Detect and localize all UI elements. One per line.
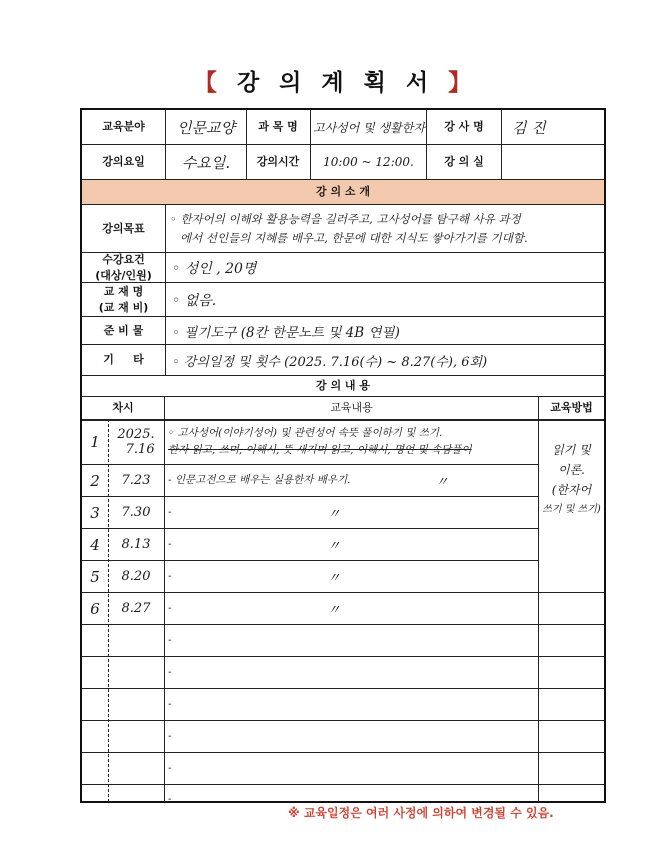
session-number [84,657,106,688]
session-content-line-1: - [168,698,172,710]
session-content [168,420,536,464]
method-column-header: 교육방법 [550,401,593,414]
session-content-line-1: - [168,762,172,774]
session-content-line-2: 한자 읽고, 쓰며, 이해시, 뜻 새기며 읽고, 이해시, 명언 및 속담풀이 [168,444,472,456]
session-number: 3 [90,503,100,522]
session-content-line-1: - 인문고전으로 배우는 실용한자 배우기. [168,474,351,486]
session-date [110,625,162,656]
ditto-mark: 〃 [327,507,341,522]
title-bracket-open: 【 [193,70,223,96]
session-column-header: 차시 [112,401,134,414]
session-date [110,721,162,752]
grid-line [82,316,604,317]
session-content-line-1: - [168,666,172,678]
grid-line [82,344,604,345]
session-date [110,785,162,814]
grid-line [164,396,165,802]
session-content [168,561,536,592]
ditto-mark: 〃 [327,603,341,618]
session-date: 8.13 [121,537,151,552]
day-label: 강의요일 [102,155,145,168]
session-number: 4 [90,535,100,554]
content-section-title: 강 의 내 용 [316,379,370,392]
field-label: 교육분야 [102,120,145,133]
textbook-label-line-2: (교 재 비) [98,300,149,314]
session-date: 2025. 7.16 [117,427,155,457]
session-content-line-1: ◦ 고사성어(이야기성어) 및 관련성어 속뜻 풀이하기 및 쓰기. [168,427,443,439]
textbook-label [82,283,165,316]
grid-line [426,110,427,179]
grid-line [82,252,604,253]
method-line-1: 읽기 및 [552,443,591,457]
session-number [84,721,106,752]
page-title [0,64,671,97]
ditto-mark: 〃 [435,475,449,490]
instructor-label: 강 사 명 [444,120,484,133]
requirement-label [82,253,165,282]
course-value: 고사성어 및 생활한자 [313,120,425,135]
grid-line [538,396,539,802]
requirement-label-line-2: (대상/인원) [95,268,152,282]
field-value: 인문교양 [177,118,235,137]
content-column-header: 교육내용 [330,401,373,414]
session-content [168,465,536,496]
grid-line [165,204,166,375]
etc-value: ◦ 강의일정 및 횟수 (2025. 7.16(수) ~ 8.27(수), 6회) [172,354,488,370]
room-value [502,145,604,179]
room-label: 강 의 실 [444,155,484,168]
ditto-mark: 〃 [327,571,341,586]
session-number [84,689,106,720]
session-number [84,785,106,814]
textbook-value: ◦ 없음. [172,292,217,309]
session-content [168,753,536,784]
goal-label: 강의목표 [102,221,145,235]
session-number: 1 [90,433,100,451]
textbook-label-line-1: 교 재 명 [103,284,144,298]
grid-line [82,179,604,180]
goal-line-2: 에서 선인들의 지혜를 배우고, 한문에 대한 지식도 쌓아가기를 기대함. [180,230,528,245]
footer-note: ※ 교육일정은 여러 사정에 의하여 변경될 수 있음. [288,806,554,820]
session-date [110,689,162,720]
session-number [84,625,106,656]
grid-line [82,144,604,145]
title-text: 강 의 계 획 서 [236,70,435,96]
grid-line [108,419,109,802]
grid-line [82,282,604,283]
session-content-line-1: - [168,506,172,518]
grid-line [82,419,604,421]
session-content [168,593,536,624]
goal-value [166,205,604,252]
grid-line [501,110,502,179]
session-content-line-1: - [168,570,172,582]
grid-line [165,110,166,179]
grid-line [82,204,604,205]
time-label: 강의시간 [256,155,300,168]
session-content-line-1: - [168,793,172,805]
session-date: 7.30 [121,505,151,520]
session-number: 2 [90,471,100,490]
requirement-value: ◦ 성인 , 20명 [172,260,257,277]
session-content [168,625,536,656]
method-line-2: 이론. [558,463,585,477]
day-value: 수요일. [181,153,231,172]
method-line-4: 쓰기 및 쓰기) [542,504,601,515]
session-content [168,497,536,528]
time-value: 10:00 ~ 12:00. [323,155,414,169]
session-date: 8.27 [121,601,151,616]
goal-line-1: ◦ 한자어의 이해와 활용능력을 길러주고, 고사성어를 탐구해 사유 과정 [170,211,521,226]
etc-label: 기 타 [103,353,144,366]
intro-section-title: 강 의 소 개 [82,180,604,204]
session-content-line-1: - [168,730,172,742]
method-line-3: (한자어 [551,483,592,497]
title-bracket-close: 】 [448,70,478,96]
requirement-label-line-1: 수강요건 [102,252,145,266]
grid-line [310,110,311,179]
session-number [84,753,106,784]
session-date: 8.20 [121,569,151,584]
session-content-line-1: - [168,538,172,550]
session-content-line-1: - [168,602,172,614]
session-content-line-1: - [168,634,172,646]
course-label: 과 목 명 [258,120,298,133]
grid-line [82,396,604,397]
instructor-value: 김 진 [512,118,546,137]
session-date [110,753,162,784]
grid-line [246,110,247,179]
supplies-value: ◦ 필기도구 (8칸 한문노트 및 4B 연필) [172,324,400,341]
session-date: 7.23 [121,473,151,488]
session-content [168,689,536,720]
session-number: 5 [90,567,100,586]
session-content [168,529,536,560]
session-content [168,721,536,752]
supplies-label: 준 비 물 [103,323,144,337]
session-date [110,657,162,688]
session-number: 6 [90,599,100,618]
method-value [539,440,604,540]
grid-line [82,375,604,376]
ditto-mark: 〃 [327,539,341,554]
session-content [168,657,536,688]
